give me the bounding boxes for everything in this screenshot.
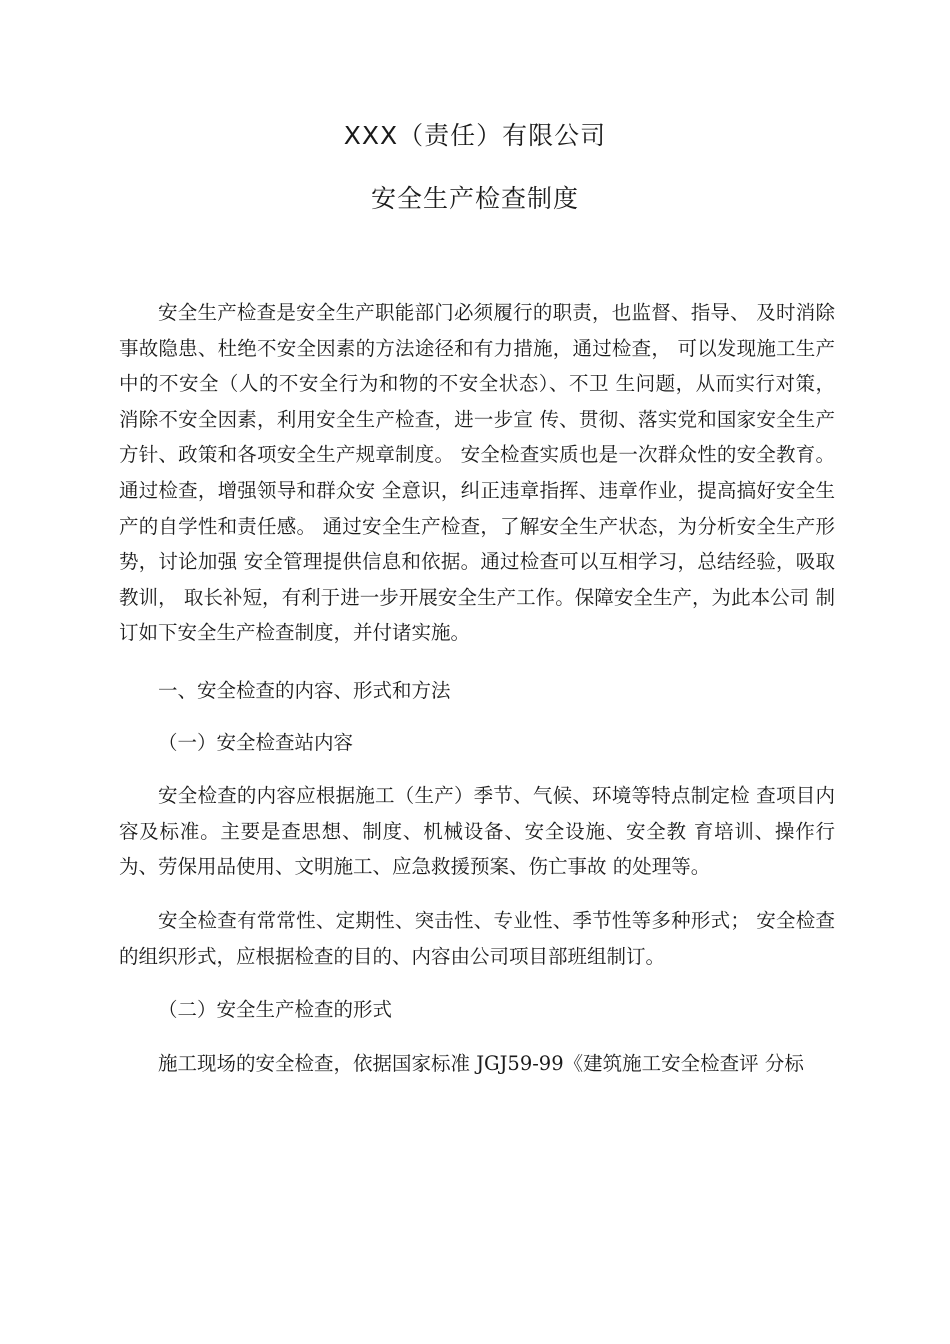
company-title: XXX（责任）有限公司 (343, 121, 607, 150)
document-title: 安全生产检查制度 (370, 184, 579, 213)
subsection-heading: （二）安全生产检查的形式 (158, 998, 393, 1022)
content-paragraph: 安全检查有常常性、定期性、突击性、专业性、季节性等多种形式； 安全检查的组织形式，应根据检查的目的、内容由公司项目部班组制订。 (119, 908, 835, 968)
document-body (119, 295, 835, 1081)
section-heading: 一、安全检查的内容、形式和方法 (158, 678, 451, 702)
intro-paragraph: 安全生产检查是安全生产职能部门必须履行的职责，也监督、指导、 及时消除事故隐患、杜绝不安全因素的方法途径和有力措施，通过检查， 可以发现施工生产中的不安全（人的不安全行为和物的不安全状态）、不卫 生问题，从而实行对策，消除不安全因素，利用安全生产检查，进一步宣 传、贯彻、落实党和国家安全生产方针、政策和各项安全生产规章制度。 安全检查实质也是一次群众性的安全教育。通过检查，增强领导和群众安 全意识，纠正违章指挥、违章作业，提高搞好安全生产的自学性和责任感。 通过安全生产检查，了解安全生产状态，为分析安全生产形势，讨论加强 安全管理提供信息和依据。通过检查可以互相学习，总结经验，吸取教训， 取长补短，有利于进一步开展安全生产工作。保障安全生产，为此本公司 制订如下安全生产检查制度，并付诸实施。 (119, 301, 835, 645)
content-paragraph: 施工现场的安全检查，依据国家标准 JGJ59-99《建筑施工安全检查评 分标 (158, 1051, 804, 1075)
subsection-heading: （一）安全检查站内容 (158, 730, 354, 754)
content-paragraph: 安全检查的内容应根据施工（生产）季节、气候、环境等特点制定检 查项目内容及标准。主要是查思想、制度、机械设备、安全设施、安全教 育培训、操作行为、劳保用品使用、文明施工、应急救援预案、伤亡事故 的处理等。 (119, 784, 835, 879)
